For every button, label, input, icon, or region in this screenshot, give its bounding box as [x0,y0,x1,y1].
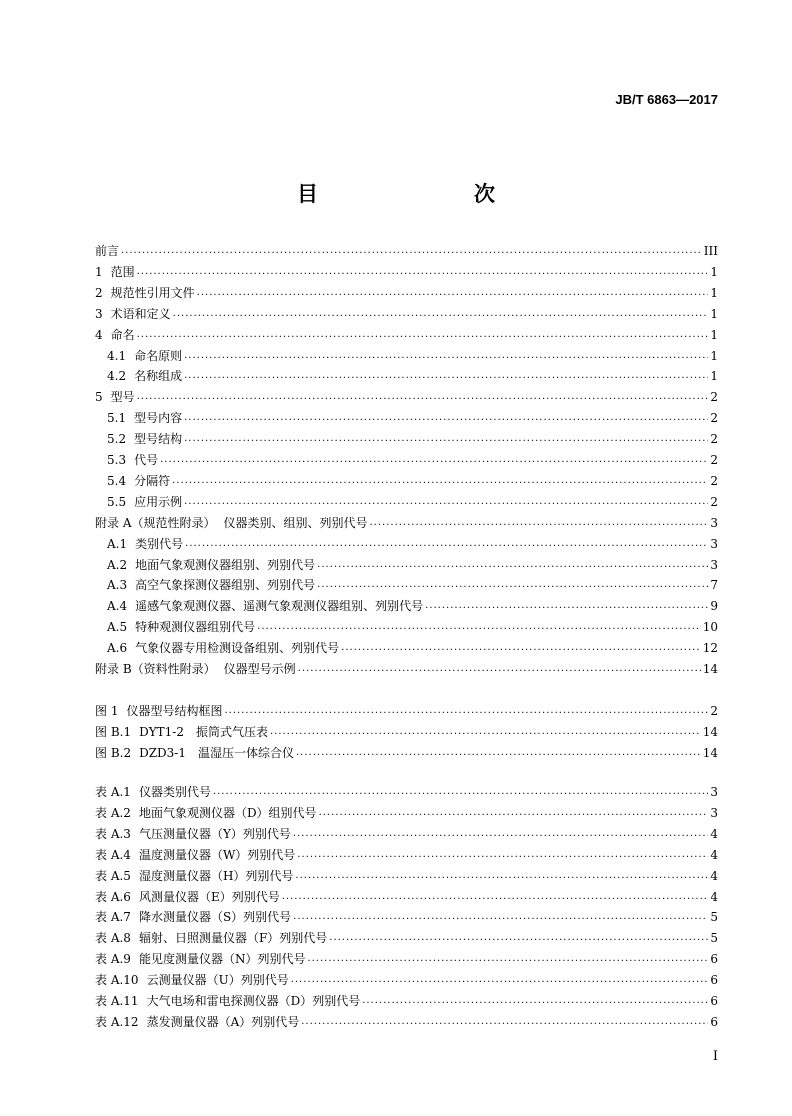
table-entry[interactable] [95,847,718,863]
toc-entry-title: 名称组成 [134,369,183,384]
table-entry-page: 5 [710,931,718,946]
toc-entry[interactable] [95,661,718,677]
figure-entry-page: 14 [702,724,718,739]
dot-leader [184,431,708,447]
figure-entry-title: DYT1-2 振筒式气压表 [139,724,268,739]
toc-entry-label [95,452,160,468]
table-entry-label [95,972,291,988]
dot-leader [270,724,701,740]
dot-leader [184,494,708,510]
table-entry[interactable] [95,951,718,967]
table-entry-number: 表 A.5 [95,868,131,883]
toc-entry[interactable] [95,619,718,635]
toc-entry[interactable] [95,473,718,489]
toc-entry-label [95,577,317,593]
toc-entry-number: 附录 A（规范性附录） [95,515,216,530]
table-entry-label [95,826,293,842]
table-entry-number: 表 A.7 [95,910,131,925]
figure-entry-title: DZD3-1 温湿压一体综合仪 [139,745,294,760]
table-entry-page: 5 [710,910,718,925]
dot-leader [282,889,709,905]
dot-leader [293,909,708,925]
dot-leader [319,805,709,821]
figure-entry-page: 14 [702,745,718,760]
dot-leader [329,930,708,946]
toc-entry-page: 3 [710,536,718,551]
toc-entry-page: 2 [710,494,718,509]
toc-entry-title: 分隔符 [134,473,171,488]
toc-entry-label [95,619,257,635]
table-entry-page: 6 [710,1014,718,1029]
table-entry-number: 表 A.11 [95,994,139,1008]
table-entry-label [95,847,297,863]
toc-entry-label [95,389,137,405]
toc-entry-number: A.3 [107,578,128,593]
table-entry-title: 大气电场和雷电探测仪器（D）列别代号 [146,994,361,1008]
table-entry-page: 3 [710,805,718,820]
toc-entry-page: 3 [710,557,718,572]
toc-entry[interactable] [95,577,718,593]
toc-entry-title: 命名原则 [134,348,183,363]
dot-leader [425,598,708,614]
table-entry[interactable] [95,1014,718,1030]
dot-leader [173,306,709,322]
table-entry-title: 仪器类别代号 [138,785,211,799]
toc-entry-number: 5.4 [107,473,127,488]
toc-entry-label [95,640,341,656]
toc-entry-title: 型号结构 [134,432,183,447]
table-entry-title: 云测量仪器（U）列别代号 [146,973,289,988]
table-entry-label [95,805,319,821]
table-entry-label [95,909,293,925]
dot-leader [184,368,708,384]
table-entry-title: 蒸发测量仪器（A）列别代号 [146,1014,300,1029]
toc-entry-number: 4 [95,327,103,342]
table-entry-title: 气压测量仪器（Y）列别代号 [138,826,291,841]
figure-entry-title: 仪器型号结构框图 [126,704,223,718]
dot-leader [137,264,709,280]
toc-entry[interactable] [95,640,718,656]
dot-leader [317,577,708,593]
toc-entry-label [95,515,370,531]
toc-entry-title: 规范性引用文件 [110,285,195,300]
toc-entry[interactable] [95,285,718,301]
toc-entry-label [95,348,184,364]
toc-entry-page: 2 [710,453,718,467]
table-entry-title: 地面气象观测仪器（D）组别代号 [138,805,317,820]
table-entry-label [95,868,295,884]
toc-entry-label [95,410,184,426]
table-entry-number: 表 A.1 [95,785,131,799]
toc-entry-title: 型号 [110,390,135,405]
table-entry[interactable] [95,972,718,988]
table-entry-title: 温度测量仪器（W）列别代号 [138,847,296,862]
toc-entry-page: 1 [710,348,718,363]
table-entry-title: 湿度测量仪器（H）列别代号 [138,868,294,883]
toc-entry[interactable] [95,515,718,531]
dot-leader [297,847,708,863]
dot-leader [213,784,708,800]
table-entry-label [95,930,329,946]
toc-entry-page: 2 [710,411,718,426]
toc-entry-label [95,661,298,677]
toc-entry[interactable] [95,494,718,510]
toc-entry[interactable] [95,368,718,384]
table-entry-number: 表 A.8 [95,931,131,946]
dot-leader [184,410,708,426]
dot-leader [224,703,708,719]
toc-entry-title: 代号 [134,453,159,467]
toc-entry-number: A.6 [107,641,128,656]
table-entry-title: 风测量仪器（E）列别代号 [138,889,280,904]
toc-entry[interactable] [95,389,718,405]
table-entry[interactable] [95,909,718,925]
toc-entry[interactable] [95,557,718,573]
toc-entry-label [95,243,121,259]
toc-entry-label [95,598,425,614]
dot-leader [298,661,701,677]
toc-entry-number: 5.2 [107,432,127,447]
dot-leader [137,327,709,343]
toc-entry-title: 特种观测仪器组别代号 [135,620,256,635]
page-number: I [712,1049,718,1064]
toc-entry-page: 2 [710,390,718,405]
toc-entry-label [95,536,185,552]
table-entry[interactable] [95,784,718,800]
dot-leader [137,389,709,405]
toc-entry-title: 高空气象探测仪器组别、列别代号 [135,578,316,593]
dot-leader [121,243,702,259]
toc-entry-label [95,473,172,489]
dot-leader [296,745,701,761]
toc-entry-number: 3 [95,306,103,321]
toc-entry-page: 12 [702,641,718,656]
toc-entry-page: 1 [710,264,718,279]
table-entry-number: 表 A.12 [95,1014,139,1029]
toc-entry-page: 1 [710,285,718,300]
figure-entry[interactable] [95,745,718,761]
toc-entry-title: 应用示例 [134,494,183,509]
toc-entry-number: 2 [95,285,103,300]
table-entry-number: 表 A.6 [95,889,131,904]
table-entry[interactable] [95,889,718,905]
table-entry-number: 表 A.10 [95,973,139,988]
toc-entry-page: 2 [710,473,718,488]
dot-leader [172,473,708,489]
toc-entry-number: 4.1 [107,348,127,363]
table-entry[interactable] [95,805,718,821]
toc-entry-number: A.2 [107,557,128,572]
figure-entry-number: 图 1 [95,704,119,718]
toc-entry[interactable] [95,431,718,447]
toc-entry[interactable] [95,536,718,552]
dot-leader [185,536,708,552]
toc-entry-title: 气象仪器专用检测设备组别、列别代号 [135,641,340,656]
toc-entry-number: A.1 [107,536,128,551]
table-entry-page: 6 [710,994,718,1008]
standard-code: JB/T 6863—2017 [615,92,718,107]
table-entry-page: 4 [710,826,718,841]
toc-entry[interactable] [95,410,718,426]
figure-entry-page: 2 [710,704,718,718]
toc-entry-number: 4.2 [107,369,127,384]
table-entry-page: 4 [710,889,718,904]
toc-entry-title: 术语和定义 [110,306,171,321]
table-entry-page: 6 [710,952,718,967]
toc-entry-number: 5.1 [107,411,127,426]
toc-entry-number: 5.5 [107,494,127,509]
toc-entry[interactable] [95,306,718,322]
toc-entry-title: 地面气象观测仪器组别、列别代号 [135,557,316,572]
figure-entry-number: 图 B.1 [95,724,132,739]
dot-leader [184,348,708,364]
toc-entry[interactable] [95,348,718,364]
toc-entry-label [95,285,197,301]
dot-leader [257,619,701,635]
table-entry-label [95,993,362,1009]
table-entry-page: 3 [710,785,718,799]
table-entry-label [95,784,213,800]
figure-entry-label [95,724,270,740]
toc-entry-number: A.5 [107,620,128,635]
toc-entry-label [95,368,184,384]
table-entry-title: 辐射、日照测量仪器（F）列别代号 [138,931,328,946]
dot-leader [362,993,708,1009]
toc-entry-title: 类别代号 [135,536,184,551]
table-entry-page: 6 [710,973,718,988]
table-entry-page: 4 [710,847,718,862]
toc-entry-page: 1 [710,327,718,342]
table-entry-number: 表 A.2 [95,805,131,820]
toc-entry-label [95,306,173,322]
dot-leader [370,515,709,531]
table-entry[interactable] [95,993,718,1009]
toc-entry-label [95,431,184,447]
toc-entry-title: 范围 [110,264,135,279]
toc-entry[interactable] [95,243,718,259]
toc-entry-number: 1 [95,264,103,279]
dot-leader [293,826,708,842]
table-entry-label [95,951,307,967]
dot-leader [197,285,709,301]
table-entry[interactable] [95,930,718,946]
toc-entry-title: 遥感气象观测仪器、遥测气象观测仪器组别、列别代号 [135,599,424,614]
table-entry-label [95,889,282,905]
toc-entry-label [95,264,137,280]
toc-entry-title: 型号内容 [134,411,183,426]
figure-entry[interactable] [95,703,718,719]
toc-entry[interactable] [95,264,718,280]
dot-leader [317,557,708,573]
toc-entry-page: 14 [702,662,718,676]
dot-leader [295,868,708,884]
table-entry-label [95,1014,301,1030]
toc-entry-page: III [703,244,718,258]
toc-entry-page: 1 [710,306,718,321]
toc-entry[interactable] [95,598,718,614]
table-entry-page: 4 [710,868,718,883]
toc-entry[interactable] [95,452,718,468]
toc-entry-number: 前言 [95,244,120,258]
toc-entry-title: 仪器类别、组别、列别代号 [223,515,368,530]
figure-entry-number: 图 B.2 [95,745,132,760]
toc-entry-number: 5.3 [107,453,127,467]
dot-leader [160,452,708,468]
toc-entry-page: 7 [710,578,718,593]
toc-entry-label [95,494,184,510]
table-entry[interactable] [95,868,718,884]
toc-entry[interactable] [95,327,718,343]
dot-leader [291,972,709,988]
dot-leader [301,1014,708,1030]
toc-entry-label [95,557,317,573]
table-entry-number: 表 A.4 [95,847,131,862]
table-entry-title: 降水测量仪器（S）列别代号 [138,910,292,925]
toc-entry-number: 附录 B（资料性附录） [95,662,216,676]
toc-entry-number: A.4 [107,599,128,614]
dot-leader [341,640,701,656]
toc-entry-page: 1 [710,369,718,384]
table-entry[interactable] [95,826,718,842]
toc-entry-title: 仪器型号示例 [223,662,296,676]
toc-entry-page: 3 [710,515,718,530]
table-entry-title: 能见度测量仪器（N）列别代号 [138,952,306,967]
toc-entry-title: 命名 [110,327,135,342]
dot-leader [307,951,708,967]
page-title: 目 次 [297,182,533,206]
figure-entry[interactable] [95,724,718,740]
toc-entry-page: 2 [710,432,718,447]
toc-entry-number: 5 [95,390,103,405]
figure-entry-label [95,745,296,761]
figure-entry-label [95,703,224,719]
toc-entry-label [95,327,137,343]
toc-entry-page: 9 [710,599,718,614]
table-entry-number: 表 A.3 [95,826,131,841]
table-entry-number: 表 A.9 [95,952,131,967]
toc-entry-page: 10 [702,620,718,635]
